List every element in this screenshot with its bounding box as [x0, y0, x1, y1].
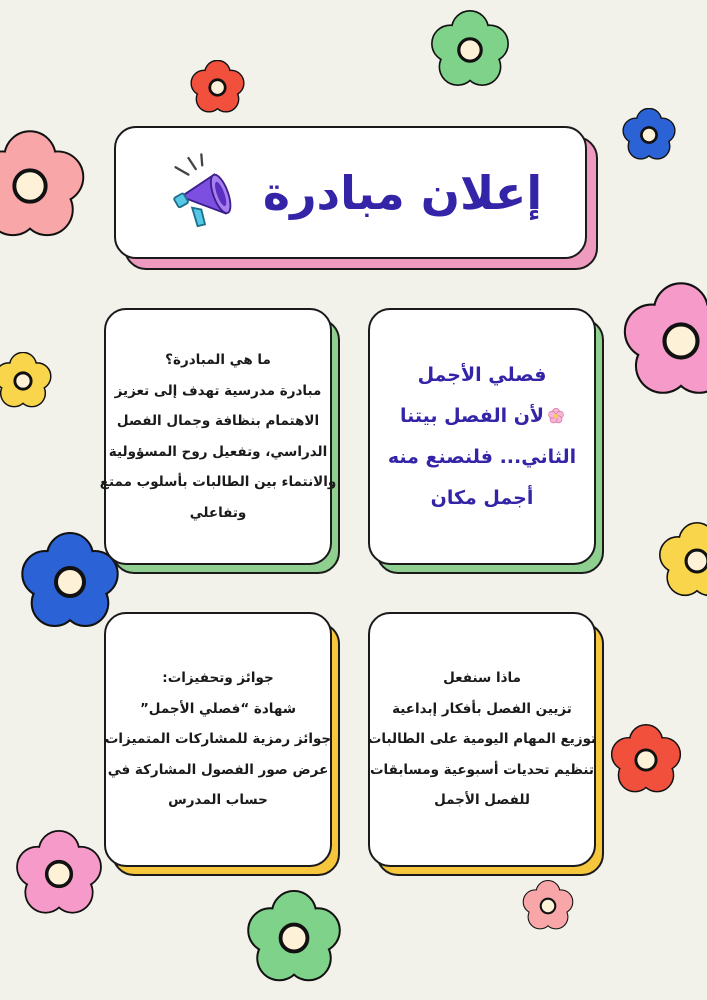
page-title: إعلان مبادرة — [262, 165, 543, 220]
prizes-line: جوائز رمزية للمشاركات المتميزات — [104, 731, 332, 748]
plan-line: للفصل الأجمل — [434, 792, 530, 809]
about-line: الدراسي، وتفعيل روح المسؤولية — [108, 443, 328, 460]
prizes-line: شهادة “فصلي الأجمل” — [139, 700, 297, 717]
plan-line: توزيع المهام اليومية على الطالبات — [367, 731, 597, 748]
title-card — [114, 126, 587, 259]
flower-icon — [610, 724, 682, 796]
prizes-line: عرض صور الفصول المشاركة في — [107, 761, 329, 778]
plan-card — [368, 612, 596, 867]
plan-line: تنظيم تحديات أسبوعية ومسابقات — [369, 761, 594, 778]
prizes-heading: جوائز وتحفيزات: — [162, 670, 274, 687]
flower-icon — [0, 130, 86, 242]
flower-icon — [522, 880, 574, 932]
slogan-line-text: لأن الفصل بيتنا — [399, 404, 545, 427]
megaphone-icon — [159, 147, 251, 239]
slogan-line: أجمل مكان — [430, 486, 534, 509]
flower-icon — [658, 522, 707, 600]
about-line: مبادرة مدرسية تهدف إلى تعزيز — [114, 382, 322, 399]
plan-line: تزيين الفصل بأفكار إبداعية — [392, 700, 572, 717]
flower-icon — [15, 830, 103, 918]
flower-icon — [622, 108, 676, 162]
flower-icon — [246, 890, 342, 986]
slogan-line — [400, 396, 564, 437]
slogan-card — [368, 308, 596, 565]
prizes-card — [104, 612, 332, 867]
flower-icon — [430, 10, 510, 90]
slogan-line: الثاني... فلنصنع منه — [387, 445, 577, 468]
about-card — [99, 308, 337, 565]
cherry-blossom-icon — [548, 408, 564, 424]
flower-icon — [622, 282, 707, 400]
prizes-line: حساب المدرس — [168, 792, 268, 809]
about-line: الاهتمام بنظافة وجمال الفصل — [116, 413, 320, 429]
about-line: وتفاعلي — [189, 504, 247, 521]
about-heading: ما هي المبادرة؟ — [165, 352, 271, 368]
slogan-line: فصلي الأجمل — [417, 363, 547, 386]
about-line: والانتماء بين الطالبات بأسلوب ممتع — [99, 474, 337, 490]
plan-heading: ماذا سنفعل — [443, 670, 521, 687]
flower-icon — [0, 352, 52, 410]
flower-icon — [190, 60, 245, 115]
